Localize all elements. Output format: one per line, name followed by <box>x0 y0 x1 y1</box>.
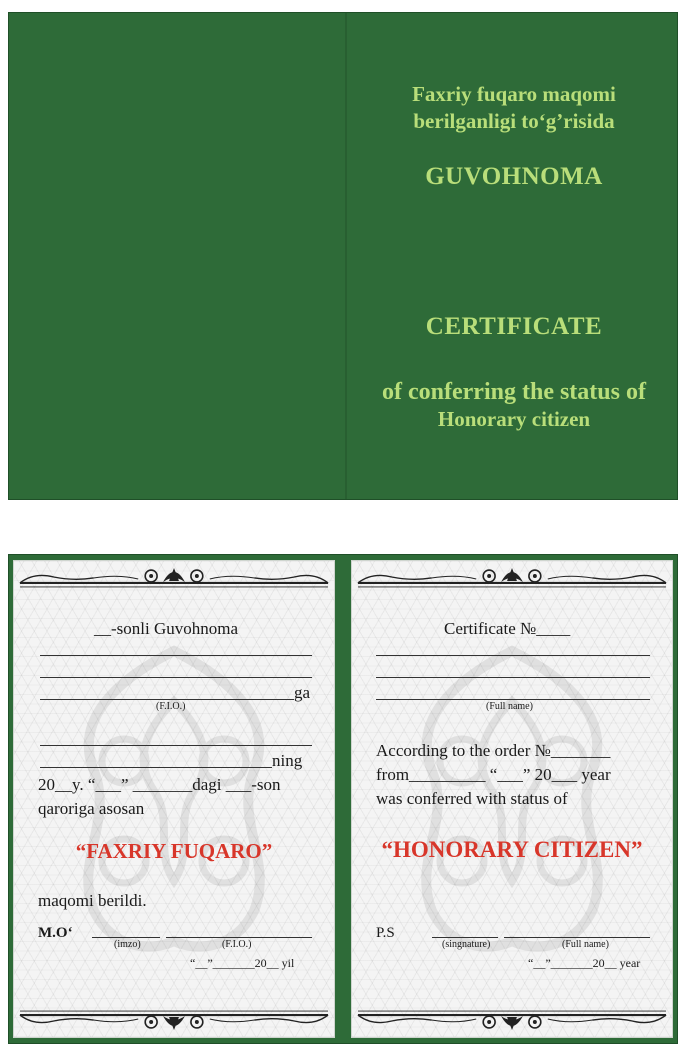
en-conferred-line: was conferred with status of <box>376 789 568 808</box>
cover-uz-title-line1: Faxriy fuqaro maqomi <box>412 82 616 106</box>
en-number-line: Certificate №____ <box>444 619 571 638</box>
uz-fio-caption: (F.I.O.) <box>156 701 186 712</box>
en-fullname-line <box>504 937 650 938</box>
uz-status-title: “FAXRIY FUQARO” <box>75 839 273 863</box>
en-name-caption: (Full name) <box>486 701 533 712</box>
right-page-en <box>351 560 673 1038</box>
uz-name-caption: (F.I.O.) <box>222 939 252 950</box>
en-blank-line-2 <box>376 677 650 678</box>
en-blank-line-3 <box>376 699 650 700</box>
uz-basis-line: qaroriga asosan <box>38 799 145 818</box>
uz-blank-line-2 <box>40 677 312 678</box>
cover-en-sub-line2: Honorary citizen <box>437 407 591 431</box>
uz-blank-line-3 <box>40 699 294 700</box>
uz-blank-line-5 <box>40 767 272 768</box>
cover-uz-heading: GUVOHNOMA <box>425 163 603 190</box>
certificate-cover <box>8 12 678 500</box>
top-ornament-icon <box>352 564 672 590</box>
cover-en-heading: CERTIFICATE <box>425 313 603 340</box>
uz-blank-line-1 <box>40 655 312 656</box>
en-from-line: from_________ “___” 20___ year <box>376 765 611 784</box>
en-status-title: “HONORARY CITIZEN” <box>381 837 643 862</box>
uz-seal-label: M.O‘ <box>38 925 73 941</box>
left-page-uz <box>13 560 335 1038</box>
cover-spine <box>345 13 347 499</box>
uz-sign-caption: (imzo) <box>114 939 141 950</box>
bottom-ornament-icon <box>14 1008 334 1034</box>
uz-name-line <box>166 937 312 938</box>
en-order-line: According to the order №_______ <box>376 741 611 760</box>
uz-sign-line <box>92 937 160 938</box>
uz-granted-text: maqomi berildi. <box>38 891 147 910</box>
uz-ga-suffix: ga <box>294 683 311 702</box>
uz-ning-suffix: ning <box>272 751 303 770</box>
cover-uz-title <box>353 81 675 135</box>
cover-uz-title-line2: berilganligi to‘g’risida <box>413 109 615 133</box>
uz-date-line: 20__y. “___” _______dagi ___-son <box>38 775 281 794</box>
en-sign-line <box>432 937 498 938</box>
en-issue-date: “__”_______20__ year <box>528 956 641 970</box>
en-sign-caption: (singnature) <box>442 939 491 950</box>
en-blank-line-1 <box>376 655 650 656</box>
certificate-inner-spread <box>8 554 678 1044</box>
top-ornament-icon <box>14 564 334 590</box>
uz-blank-line-4 <box>40 745 312 746</box>
en-ps-label: P.S <box>376 925 395 941</box>
cover-en-sub-line1: of conferring the status of <box>382 379 646 405</box>
uz-issue-date: “__”_______20__ yil <box>190 956 295 970</box>
en-fullname-caption: (Full name) <box>562 939 609 950</box>
uz-number-line: __-sonli Guvohnoma <box>94 619 239 638</box>
bottom-ornament-icon <box>352 1008 672 1034</box>
cover-en-subtitle <box>353 379 675 433</box>
